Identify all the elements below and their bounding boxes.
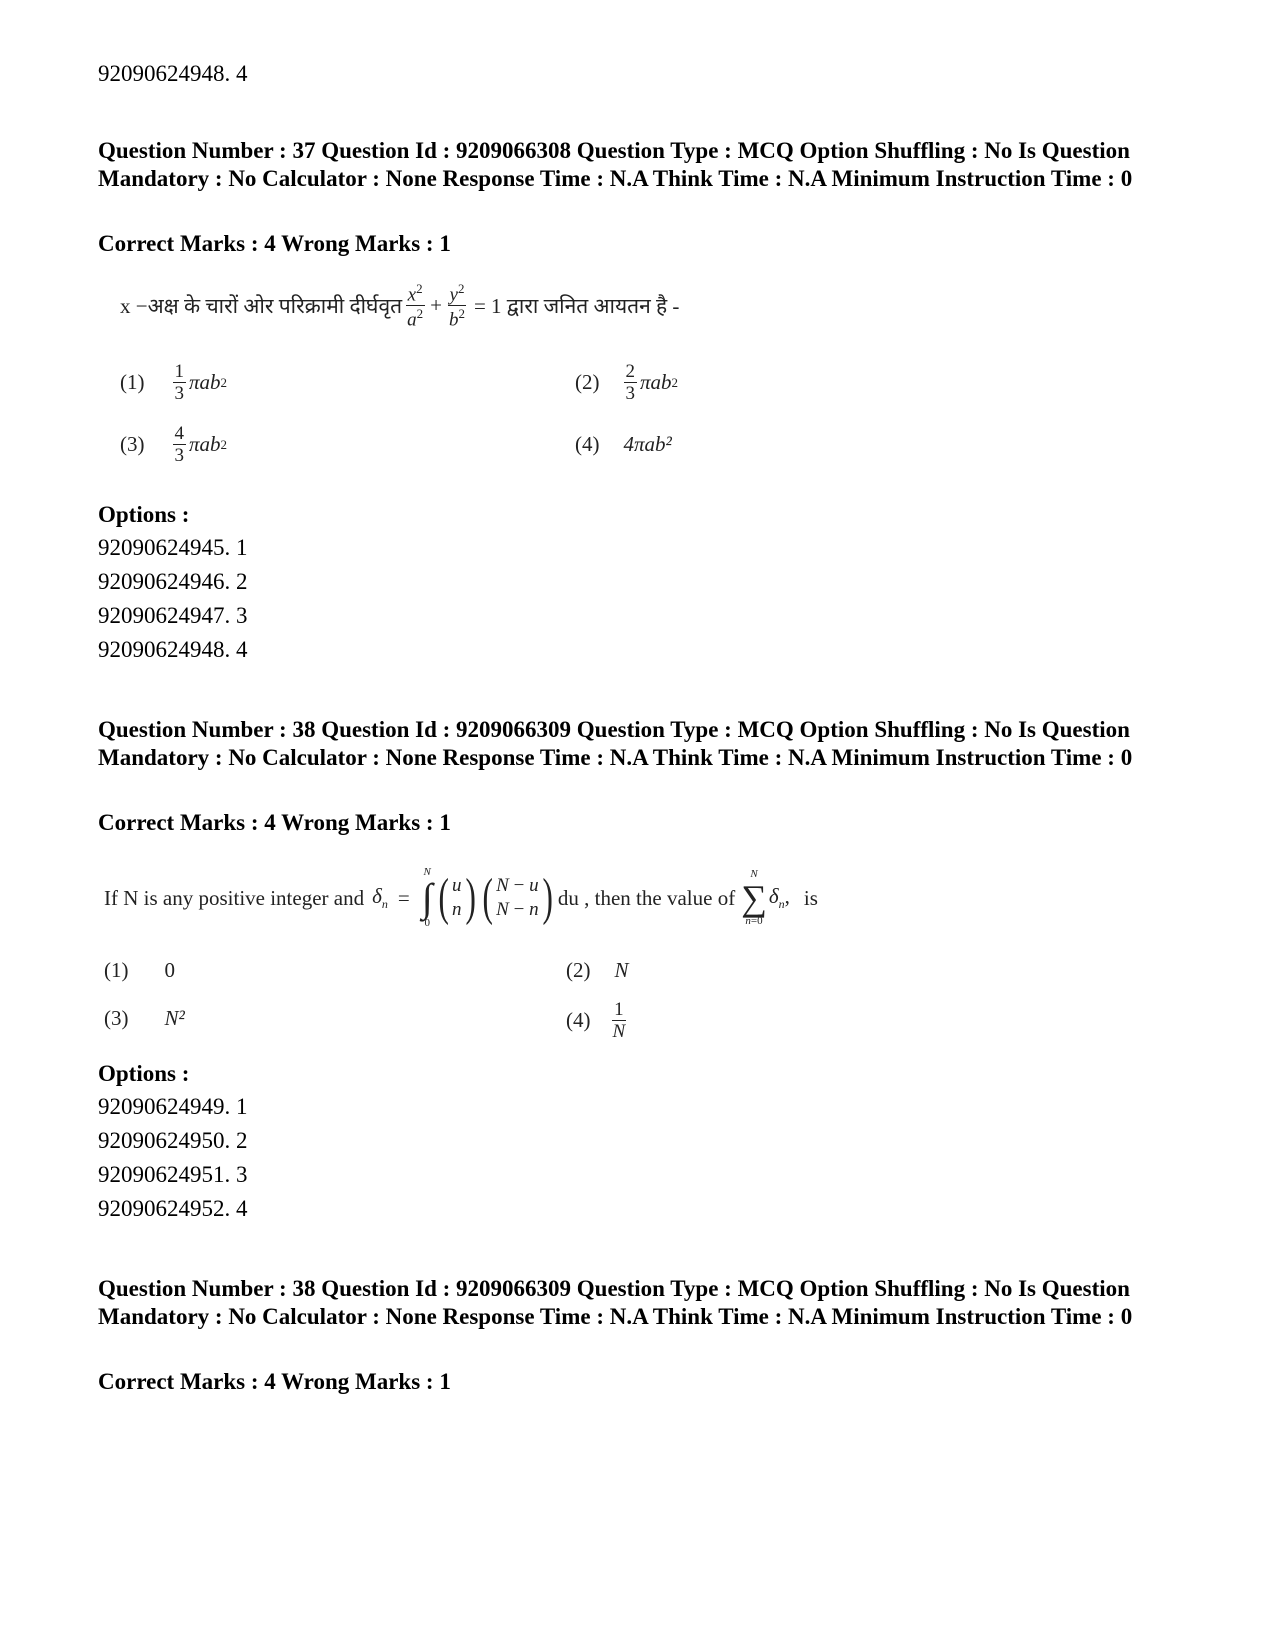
- q37-frac-y: $\frac{y^2}{b^2}$: [448, 281, 465, 331]
- q37-opt-4-label: (4): [575, 432, 600, 456]
- q38-stem-mid: du , then the value of: [557, 885, 736, 910]
- q38-option-line: 92090624949. 1: [98, 1094, 248, 1119]
- q37-opt-1: (1) $\frac{1}{3}$ πab 2: [120, 361, 228, 404]
- q38-options-label: Options :: [98, 1061, 190, 1086]
- q37-option-line: 92090624947. 3: [98, 603, 248, 628]
- q38-opt-1-label: (1): [104, 958, 129, 982]
- q38-opt-4-label: (4): [566, 1008, 591, 1032]
- q37-options-label: Options :: [98, 502, 190, 527]
- q38-stem-after: is: [803, 885, 818, 910]
- q38-opt-4: (4) $\frac{1}{N}$: [566, 999, 626, 1042]
- q37-option-line: 92090624946. 2: [98, 569, 248, 594]
- q38-opt-3-label: (3): [104, 1006, 129, 1030]
- q37-opt-4: [575, 432, 672, 457]
- q38-stem: If N is any positive integer and $\delta_n$ = N ∫ 0 ( u n ) ( N − u N − n ) du , then the value of N ∑ n=0 $\delta_n$, is: [104, 866, 818, 929]
- q38-option-line: 92090624951. 3: [98, 1162, 248, 1187]
- q38-stem-before: If N is any positive integer and: [104, 885, 365, 910]
- q38-meta: Question Number : 38 Question Id : 9209066309 Question Type : MCQ Option Shuffling : No Is Question Mandatory : No Calculator : None Response Time : N.A Think Time : N.A Minimum Instruction Time : 0: [98, 717, 1133, 770]
- q38-option-line: 92090624950. 2: [98, 1128, 248, 1153]
- q37-stem: x −अक्ष के चारों ओर परिक्रामी दीर्घवृत $\frac{x^2}{a^2}$ + $\frac{y^2}{b^2}$ = 1 द्वारा जनित आयतन है -: [120, 281, 680, 331]
- q38-opt-1: [104, 958, 175, 983]
- q37-opt-4-text: 4πab²: [623, 432, 672, 456]
- q38b-meta: Question Number : 38 Question Id : 9209066309 Question Type : MCQ Option Shuffling : No Is Question Mandatory : No Calculator : None Response Time : N.A Think Time : N.A Minimum Instruction Time : 0: [98, 1276, 1133, 1329]
- q37-frac-x: $\frac{x^2}{a^2}$: [407, 281, 424, 331]
- q38-opt-3-value: N²: [164, 1006, 185, 1030]
- q38-marks: Correct Marks : 4 Wrong Marks : 1: [98, 810, 451, 835]
- q38-opt-1-value: 0: [164, 958, 175, 982]
- q38-opt-3: [104, 1006, 185, 1031]
- q37-opt-2: (2) $\frac{2}{3}$ πab 2: [575, 361, 679, 404]
- q37-stem-before: x −अक्ष के चारों ओर परिक्रामी दीर्घवृत: [120, 293, 403, 318]
- q37-option-line: 92090624945. 1: [98, 535, 248, 560]
- q38-integral: N ∫ 0: [421, 866, 433, 929]
- q37-opt-3-label: (3): [120, 432, 145, 456]
- q37-option-line: 92090624948. 4: [98, 637, 248, 662]
- q38b-marks: Correct Marks : 4 Wrong Marks : 1: [98, 1369, 451, 1394]
- q37-stem-after: = 1 द्वारा जनित आयतन है -: [473, 293, 680, 318]
- q37-marks: Correct Marks : 4 Wrong Marks : 1: [98, 231, 451, 256]
- q37-meta: Question Number : 37 Question Id : 9209066308 Question Type : MCQ Option Shuffling : No Is Question Mandatory : No Calculator : None Response Time : N.A Think Time : N.A Minimum Instruction Time : 0: [98, 138, 1133, 191]
- prev-option-line: 92090624948. 4: [98, 61, 248, 86]
- q37-opt-1-label: (1): [120, 370, 145, 394]
- q38-opt-2-value: N: [614, 958, 629, 982]
- q38-opt-2-label: (2): [566, 958, 591, 982]
- q37-opt-2-label: (2): [575, 370, 600, 394]
- q38-opt-2: [566, 958, 629, 983]
- q38-option-line: 92090624952. 4: [98, 1196, 248, 1221]
- q37-opt-3: (3) $\frac{4}{3}$ πab 2: [120, 423, 228, 466]
- q37-question-image: [120, 282, 760, 482]
- q38-sum: N ∑ n=0: [741, 868, 767, 927]
- q38-question-image: [104, 860, 944, 1050]
